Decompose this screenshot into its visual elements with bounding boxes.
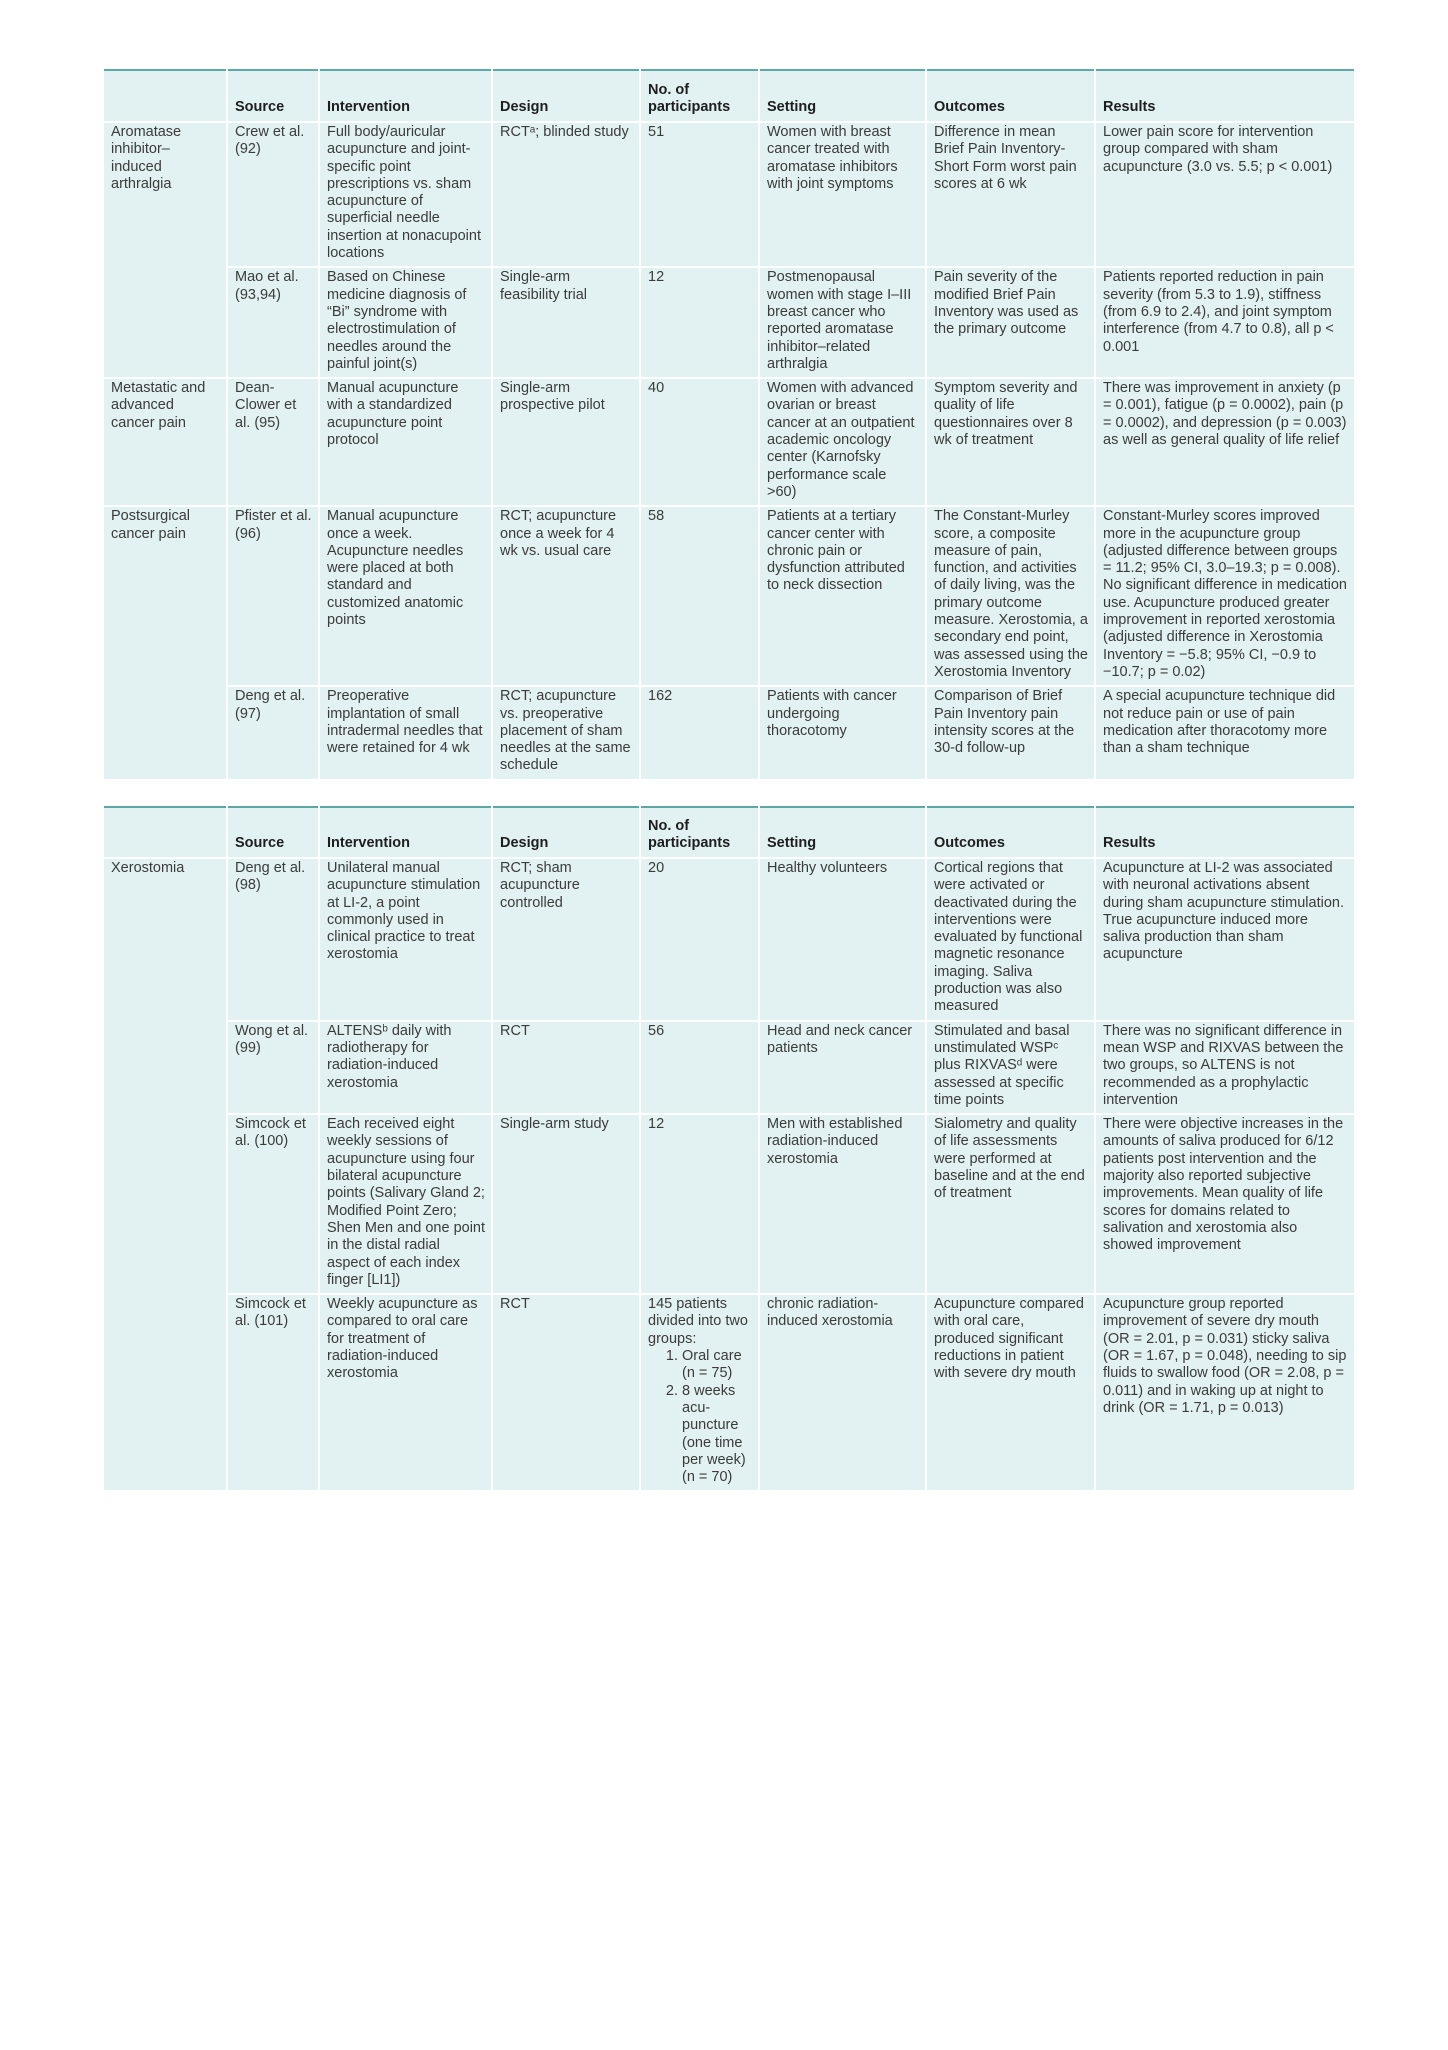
outcomes-cell: Symptom severity and quality of life questionnaires over 8 wk of treatment — [926, 378, 1095, 506]
participants-cell: 58 — [640, 506, 759, 686]
outcomes-cell: Cortical regions that were activated or deactivated during the interventions were evaluated by functional magnetic resonance imaging. Saliva production was also measured — [926, 858, 1095, 1021]
intervention-cell: Full body/auricular acupuncture and joint-specific point prescriptions vs. sham acupuncture of superficial needle insertion at nonacupoint locations — [319, 122, 492, 267]
intervention-cell: ALTENSᵇ daily with radiotherapy for radiation-induced xerostomia — [319, 1021, 492, 1114]
header-design: Design — [492, 807, 640, 858]
category-cell: Postsurgical cancer pain — [104, 506, 227, 686]
list-item: 1. Oral care (n = 75) — [682, 1348, 752, 1383]
design-cell: RCT; sham acupuncture controlled — [492, 858, 640, 1021]
participants-cell: 56 — [640, 1021, 759, 1114]
header-intervention: Intervention — [319, 807, 492, 858]
source-cell: Wong et al. (99) — [227, 1021, 319, 1114]
participants-cell: 20 — [640, 858, 759, 1021]
header-results: Results — [1095, 807, 1354, 858]
design-cell: RCT — [492, 1294, 640, 1490]
table-header-row — [104, 70, 1354, 122]
category-cell — [104, 1021, 227, 1114]
intervention-cell: Unilateral manual acupuncture stimulation at LI-2, a point commonly used in clinical practice to treat xerostomia — [319, 858, 492, 1021]
intervention-cell: Weekly acupuncture as compared to oral care for treatment of radiation-induced xerostomia — [319, 1294, 492, 1490]
category-cell: Metastatic and advanced cancer pain — [104, 378, 227, 506]
outcomes-cell: Comparison of Brief Pain Inventory pain intensity scores at the 30-d follow-up — [926, 686, 1095, 778]
header-intervention: Intervention — [319, 70, 492, 122]
setting-cell: Postmenopausal women with stage I–III breast cancer who reported aromatase inhibitor–related arthralgia — [759, 267, 926, 378]
table-row — [104, 506, 1354, 686]
category-cell — [104, 1114, 227, 1294]
intervention-cell: Each received eight weekly sessions of acupuncture using four bilateral acupuncture points (Salivary Gland 2; Modified Point Zero; Shen Men and one point in the distal radial aspect of each index finger [LI1]) — [319, 1114, 492, 1294]
design-cell: Single-arm prospective pilot — [492, 378, 640, 506]
source-cell: Pfister et al. (96) — [227, 506, 319, 686]
intervention-cell: Based on Chinese medicine diagnosis of “Bi” syndrome with electrostimulation of needles around the painful joint(s) — [319, 267, 492, 378]
table-row — [104, 122, 1354, 267]
outcomes-cell: Pain severity of the modified Brief Pain Inventory was used as the primary outcome — [926, 267, 1095, 378]
source-cell: Crew et al. (92) — [227, 122, 319, 267]
results-cell: Constant-Murley scores improved more in the acupuncture group (adjusted difference between groups = 11.2; 95% CI, 3.0–19.3; p = 0.008). No significant difference in medication use. Acupuncture produced greater improvement in reported xerostomia (adjusted difference in Xerostomia Inventory = −5.8; 95% CI, −0.9 to −10.7; p = 0.02) — [1095, 506, 1354, 686]
results-cell: There was improvement in anxiety (p = 0.001), fatigue (p = 0.0002), pain (p = 0.0002), and depression (p = 0.003) as well as general quality of life relief — [1095, 378, 1354, 506]
design-cell: RCTᵃ; blinded study — [492, 122, 640, 267]
header-source: Source — [227, 807, 319, 858]
setting-cell: Patients with cancer undergoing thoracotomy — [759, 686, 926, 778]
intervention-cell: Preoperative implantation of small intradermal needles that were retained for 4 wk — [319, 686, 492, 778]
evidence-table-pain — [104, 69, 1354, 779]
outcomes-cell: Acupuncture compared with oral care, produced significant reductions in patient with severe dry mouth — [926, 1294, 1095, 1490]
header-participants: No. of participants — [640, 807, 759, 858]
design-cell: RCT — [492, 1021, 640, 1114]
category-cell — [104, 686, 227, 778]
results-cell: Acupuncture at LI-2 was associated with neuronal activations absent during sham acupuncture stimulation. True acupuncture induced more saliva production than sham acupuncture — [1095, 858, 1354, 1021]
source-cell: Deng et al. (97) — [227, 686, 319, 778]
table-row — [104, 1114, 1354, 1294]
results-cell: Lower pain score for intervention group compared with sham acupuncture (3.0 vs. 5.5; p < 0.001) — [1095, 122, 1354, 267]
header-design: Design — [492, 70, 640, 122]
design-cell: RCT; acupuncture once a week for 4 wk vs. usual care — [492, 506, 640, 686]
outcomes-cell: Sialometry and quality of life assessments were performed at baseline and at the end of treatment — [926, 1114, 1095, 1294]
participants-intro: 145 patients divided into two groups: — [648, 1296, 748, 1347]
source-cell: Dean-Clower et al. (95) — [227, 378, 319, 506]
results-cell: There was no significant difference in mean WSP and RIXVAS between the two groups, so ALTENS is not recommended as a prophylactic intervention — [1095, 1021, 1354, 1114]
header-source: Source — [227, 70, 319, 122]
results-cell: A special acupuncture technique did not reduce pain or use of pain medication after thoracotomy more than a sham technique — [1095, 686, 1354, 778]
header-participants: No. of participants — [640, 70, 759, 122]
category-cell: Xerostomia — [104, 858, 227, 1021]
setting-cell: Men with established radiation-induced xerostomia — [759, 1114, 926, 1294]
header-setting: Setting — [759, 807, 926, 858]
header-category — [104, 70, 227, 122]
source-cell: Mao et al. (93,94) — [227, 267, 319, 378]
header-results: Results — [1095, 70, 1354, 122]
design-cell: RCT; acupuncture vs. preoperative placement of sham needles at the same schedule — [492, 686, 640, 778]
table-header-row — [104, 807, 1354, 858]
header-outcomes: Outcomes — [926, 70, 1095, 122]
design-cell: Single-arm study — [492, 1114, 640, 1294]
results-cell: Acupuncture group reported improvement of severe dry mouth (OR = 2.01, p = 0.031) sticky saliva (OR = 1.67, p = 0.048), needing to sip fluids to swallow food (OR = 2.08, p = 0.011) and in waking up at night to drink (OR = 1.71, p = 0.013) — [1095, 1294, 1354, 1490]
intervention-cell: Manual acupuncture with a standardized acupuncture point protocol — [319, 378, 492, 506]
table-row — [104, 267, 1354, 378]
header-outcomes: Outcomes — [926, 807, 1095, 858]
participant-groups-list — [648, 1348, 752, 1486]
setting-cell: Women with advanced ovarian or breast cancer at an outpatient academic oncology center (Karnofsky performance scale >60) — [759, 378, 926, 506]
setting-cell: Head and neck cancer patients — [759, 1021, 926, 1114]
list-item: 2. 8 weeks acu-puncture (one time per week) (n = 70) — [682, 1383, 752, 1487]
source-cell: Deng et al. (98) — [227, 858, 319, 1021]
header-setting: Setting — [759, 70, 926, 122]
setting-cell: Patients at a tertiary cancer center with chronic pain or dysfunction attributed to neck dissection — [759, 506, 926, 686]
participants-cell: 12 — [640, 267, 759, 378]
intervention-cell: Manual acupuncture once a week. Acupuncture needles were placed at both standard and customized anatomic points — [319, 506, 492, 686]
table-row — [104, 378, 1354, 506]
source-cell: Simcock et al. (101) — [227, 1294, 319, 1490]
participants-cell: 12 — [640, 1114, 759, 1294]
outcomes-cell: Difference in mean Brief Pain Inventory-Short Form worst pain scores at 6 wk — [926, 122, 1095, 267]
results-cell: There were objective increases in the amounts of saliva produced for 6/12 patients post intervention and the majority also reported subjective improvements. Mean quality of life scores for domains related to salivation and xerostomia also showed improvement — [1095, 1114, 1354, 1294]
participants-cell: 162 — [640, 686, 759, 778]
participants-cell: 51 — [640, 122, 759, 267]
outcomes-cell: The Constant-Murley score, a composite measure of pain, function, and activities of daily living, was the primary outcome measure. Xerostomia, a secondary end point, was assessed using the Xerostomia Inventory — [926, 506, 1095, 686]
evidence-table-xerostomia — [104, 806, 1354, 1490]
setting-cell: Women with breast cancer treated with aromatase inhibitors with joint symptoms — [759, 122, 926, 267]
table-row — [104, 1294, 1354, 1490]
design-cell: Single-arm feasibility trial — [492, 267, 640, 378]
table-row — [104, 686, 1354, 778]
participants-cell: 40 — [640, 378, 759, 506]
table-row — [104, 858, 1354, 1021]
header-category — [104, 807, 227, 858]
source-cell: Simcock et al. (100) — [227, 1114, 319, 1294]
category-cell — [104, 267, 227, 378]
setting-cell: Healthy volunteers — [759, 858, 926, 1021]
category-cell: Aromatase inhibitor–induced arthralgia — [104, 122, 227, 267]
table-row — [104, 1021, 1354, 1114]
setting-cell: chronic radiation-induced xerostomia — [759, 1294, 926, 1490]
participants-cell — [640, 1294, 759, 1490]
category-cell — [104, 1294, 227, 1490]
outcomes-cell: Stimulated and basal unstimulated WSPᶜ plus RIXVASᵈ were assessed at specific time points — [926, 1021, 1095, 1114]
results-cell: Patients reported reduction in pain severity (from 5.3 to 1.9), stiffness (from 6.9 to 2.4), and joint symptom interference (from 4.7 to 0.8), all p < 0.001 — [1095, 267, 1354, 378]
